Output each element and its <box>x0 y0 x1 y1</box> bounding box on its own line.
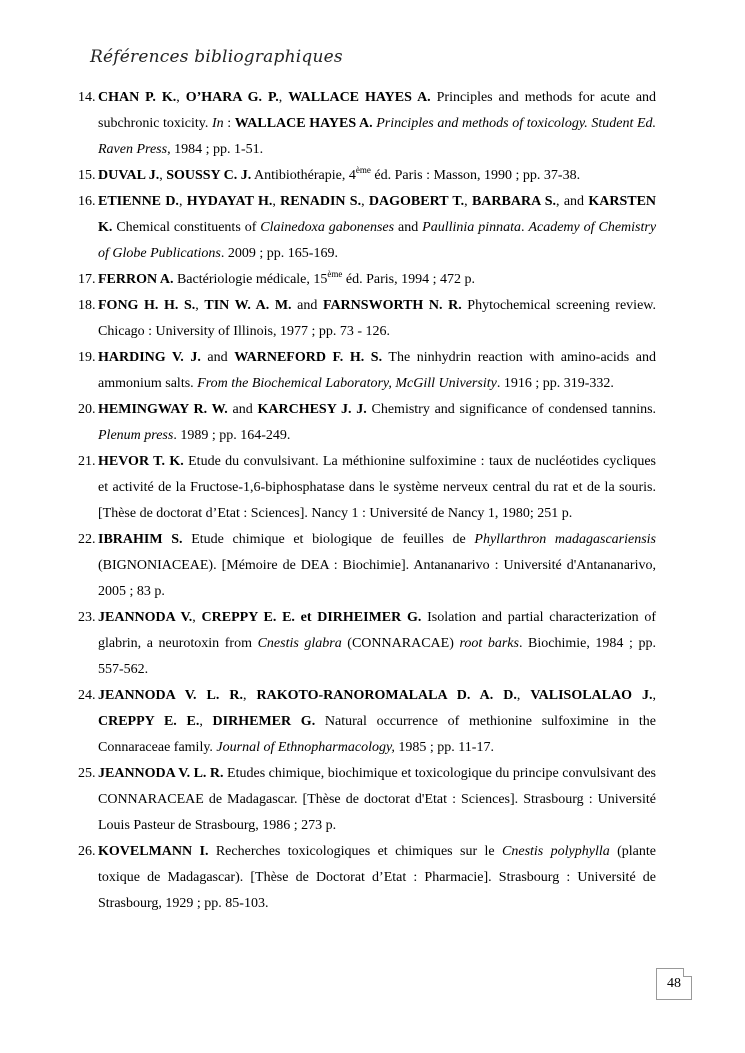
author-name: O’HARA G. P. <box>185 90 279 105</box>
reference-entry <box>78 683 656 761</box>
reference-text: Isolation and partial characterization of glabrin, a neurotoxin from <box>98 610 657 651</box>
author-name: RENADIN S. <box>280 194 362 209</box>
author-name: FERRON A. <box>98 272 174 287</box>
italic-text: Journal of Ethnopharmacology, <box>216 740 395 755</box>
reference-text: . Biochimie, 1984 ; pp. 557-562. <box>98 636 656 677</box>
reference-entry <box>78 163 656 189</box>
author-name: DIRHEMER G. <box>212 714 316 729</box>
reference-text: . 1916 ; pp. 319-332. <box>496 376 614 391</box>
reference-entry <box>78 189 656 267</box>
reference-number: 18. <box>78 298 96 313</box>
reference-entry <box>78 345 656 397</box>
italic-text: Phyllarthron madagascariensis <box>474 532 656 547</box>
reference-text: éd. Paris, 1994 ; 472 p. <box>342 272 476 287</box>
reference-text: , <box>243 688 257 703</box>
author-name: JEANNODA V. L. R. <box>98 688 243 703</box>
author-name: WARNEFORD F. H. S. <box>234 350 383 365</box>
reference-text: , <box>516 688 531 703</box>
author-name: SOUSSY C. J. <box>166 168 252 183</box>
reference-text: Bactériologie médicale, 15 <box>173 272 328 287</box>
author-name: KARSTEN K. <box>98 194 657 235</box>
page-header-title: Références bibliographiques <box>90 47 343 67</box>
author-name: HEMINGWAY R. W. <box>98 402 228 417</box>
author-name: CREPPY E. E. <box>98 714 200 729</box>
italic-text: Clainedoxa gabonenses <box>260 220 395 235</box>
reference-number: 20. <box>78 402 96 417</box>
reference-text: (BIGNONIACEAE). [Mémoire de DEA : Biochimie]. Antananarivo : Université d'Antananarivo, 2005 ; 83 p. <box>98 558 656 599</box>
reference-text: , <box>192 610 202 625</box>
reference-text: Natural occurrence of methionine sulfoximine in the Connaraceae family. <box>98 714 657 755</box>
reference-entry <box>78 267 656 293</box>
author-name: JEANNODA V. L. R. <box>98 766 224 781</box>
reference-number: 21. <box>78 454 96 469</box>
reference-text: , <box>652 688 657 703</box>
reference-text: éd. Paris : Masson, 1990 ; pp. 37-38. <box>370 168 581 183</box>
reference-number: 24. <box>78 688 96 703</box>
reference-text: Etude du convulsivant. La méthionine sulfoximine : taux de nucléotides cycliques et activité de la Fructose-1,6-biphosphatase dans le système nerveux central du rat et de la souris. [Thèse de doctorat d’Etat : Sciences]. Nancy 1 : Université de Nancy 1, 1980; 251 p. <box>98 454 657 521</box>
reference-text: , and <box>556 194 589 209</box>
author-name: WALLACE HAYES A. <box>234 116 373 131</box>
author-name: WALLACE HAYES A. <box>288 90 431 105</box>
reference-entry <box>78 761 656 839</box>
reference-entry <box>78 293 656 345</box>
reference-text: . <box>521 220 529 235</box>
reference-text: Chemistry and significance of condensed tannins. <box>366 402 657 417</box>
italic-text: Paullinia pinnata <box>422 220 521 235</box>
reference-text: (CONNARACAE) <box>341 636 460 651</box>
author-name: TIN W. A. M. <box>204 298 292 313</box>
reference-entry <box>78 839 656 917</box>
reference-text: (plante toxique de Madagascar). [Thèse de Doctorat d’Etat : Pharmacie]. Strasbourg : Université de Strasbourg, 1929 ; pp. 85-103. <box>98 844 656 911</box>
reference-text: , <box>195 298 205 313</box>
italic-text: Academy of Chemistry of Globe Publications <box>98 220 657 261</box>
author-name: IBRAHIM S. <box>98 532 183 547</box>
author-name: BARBARA S. <box>471 194 557 209</box>
reference-text: Chemical constituents of <box>112 220 261 235</box>
reference-number: 26. <box>78 844 96 859</box>
reference-number: 25. <box>78 766 96 781</box>
reference-entry <box>78 85 656 163</box>
italic-text: Cnestis glabra <box>257 636 342 651</box>
reference-text: The ninhydrin reaction with amino-acids and ammonium salts. <box>98 350 657 391</box>
reference-number: 23. <box>78 610 96 625</box>
author-name: FONG H. H. S. <box>98 298 196 313</box>
reference-text: Principles and methods for acute and subchronic toxicity. <box>98 90 657 131</box>
author-name: RAKOTO-RANOROMALALA D. A. D. <box>256 688 517 703</box>
page-number: 48 <box>656 968 692 1000</box>
italic-text: In <box>212 116 224 131</box>
reference-list <box>78 85 656 917</box>
reference-text: Antibiothérapie, 4 <box>251 168 356 183</box>
italic-text: From the Biochemical Laboratory, McGill University <box>197 376 497 391</box>
reference-text: . 2009 ; pp. 165-169. <box>220 246 338 261</box>
author-name: VALISOLALAO J. <box>530 688 653 703</box>
reference-text: , <box>278 90 289 105</box>
author-name: DAGOBERT T. <box>368 194 465 209</box>
author-name: HYDAYAT H. <box>186 194 273 209</box>
italic-text: Principles and methods of toxicology. Student Ed. Raven Press <box>98 116 657 157</box>
reference-text: Etudes chimique, biochimique et toxicologique du principe convulsivant des CONNARACEAE de Madagascar. [Thèse de doctorat d'Etat : Sciences]. Strasbourg : Université Louis Pasteur de Strasbourg, 1986 ; 273 p. <box>98 766 656 833</box>
author-name: ETIENNE D. <box>98 194 179 209</box>
reference-text: , <box>464 194 472 209</box>
reference-entry <box>78 605 656 683</box>
author-name: CHAN P. K. <box>98 90 177 105</box>
superscript: ème <box>355 165 371 175</box>
reference-text: , 1984 ; pp. 1-51. <box>167 142 264 157</box>
reference-number: 22. <box>78 532 96 547</box>
italic-text: Cnestis polyphylla <box>502 844 610 859</box>
author-name: JEANNODA V. <box>98 610 193 625</box>
reference-number: 16. <box>78 194 96 209</box>
reference-number: 15. <box>78 168 96 183</box>
reference-entry <box>78 527 656 605</box>
reference-text: , <box>199 714 213 729</box>
reference-text: and <box>200 350 235 365</box>
superscript: ème <box>327 269 343 279</box>
reference-number: 17. <box>78 272 96 287</box>
reference-entry <box>78 449 656 527</box>
italic-text: root barks <box>459 636 519 651</box>
reference-text: and <box>394 220 423 235</box>
author-name: KARCHESY J. J. <box>257 402 367 417</box>
reference-text: , <box>272 194 281 209</box>
author-name: FARNSWORTH N. R. <box>322 298 462 313</box>
author-name: HEVOR T. K. <box>98 454 184 469</box>
author-name: DUVAL J. <box>98 168 160 183</box>
reference-text: and <box>291 298 323 313</box>
reference-text: : <box>223 116 235 131</box>
reference-text: , <box>178 194 187 209</box>
author-name: KOVELMANN I. <box>98 844 209 859</box>
reference-text: . 1989 ; pp. 164-249. <box>173 428 291 443</box>
reference-text: and <box>227 402 258 417</box>
author-name: HARDING V. J. <box>98 350 201 365</box>
reference-text: 1985 ; pp. 11-17. <box>394 740 494 755</box>
reference-text: , <box>176 90 186 105</box>
reference-text: Phytochemical screening review. Chicago : University of Illinois, 1977 ; pp. 73 - 126. <box>98 298 656 339</box>
italic-text: Plenum press <box>98 428 174 443</box>
reference-text: , <box>159 168 167 183</box>
author-name: CREPPY E. E. et DIRHEIMER G. <box>201 610 422 625</box>
reference-number: 14. <box>78 90 96 105</box>
reference-text: , <box>361 194 369 209</box>
reference-text: Recherches toxicologiques et chimiques sur le <box>208 844 503 859</box>
reference-number: 19. <box>78 350 96 365</box>
reference-text: Etude chimique et biologique de feuilles de <box>182 532 475 547</box>
reference-entry <box>78 397 656 449</box>
